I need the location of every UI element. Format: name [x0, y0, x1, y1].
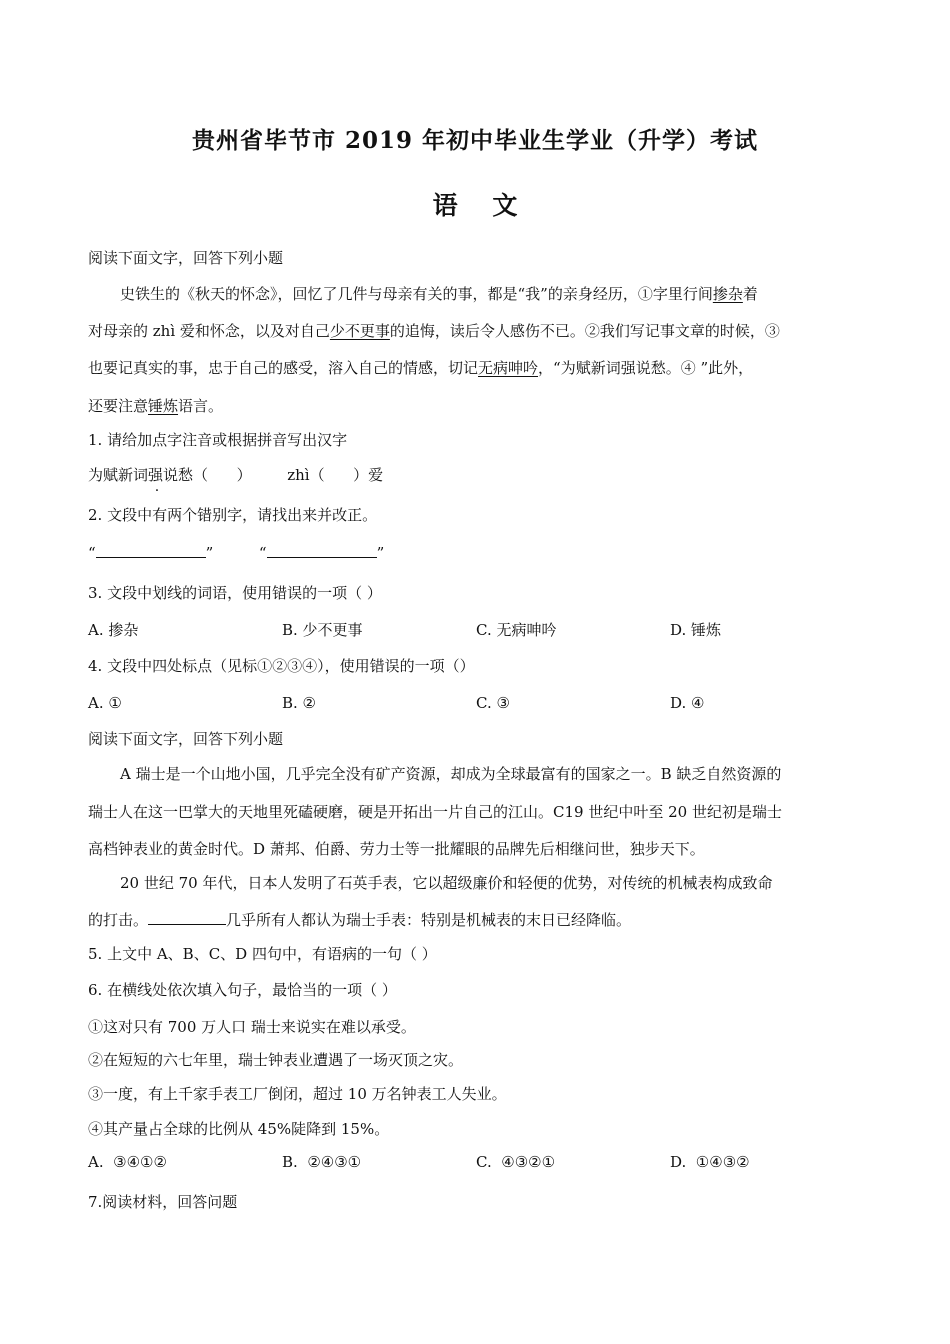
text-span: 的追悔，读后令人感伤不已。②我们写记事文章的时候，③: [389, 322, 780, 340]
question-6-item-1: ①这对只有 700 万人口 瑞士来说实在难以承受。: [88, 1018, 416, 1036]
underlined-word-3: 无病呻吟: [478, 359, 539, 377]
exam-title: 贵州省毕节市 2019 年初中毕业生学业（升学）考试: [191, 127, 759, 154]
question-6-item-2: ②在短短的六七年里，瑞士钟表业遭遇了一场灭顶之灾。: [88, 1051, 464, 1069]
section2-paragraph-line4: 20 世纪 70 年代，日本人发明了石英手表，它以超级廉价和轻便的优势，对传统的机械表构成致命: [120, 874, 773, 892]
answer-blank-2[interactable]: [267, 543, 377, 558]
answer-blank-1[interactable]: [96, 543, 206, 558]
question-6-option-d[interactable]: D. ①④③②: [670, 1153, 750, 1171]
text-span: zhì（ ）爱: [287, 466, 384, 484]
question-6-option-c[interactable]: C. ④③②①: [476, 1153, 556, 1171]
question-1-stem: 1. 请给加点字注音或根据拼音写出汉字: [88, 431, 348, 449]
text-span: 几乎所有人都认为瑞士手表：特别是机械表的末日已经降临。: [226, 911, 632, 929]
question-7-stem: 7.阅读材料，回答问题: [88, 1193, 238, 1211]
question-6-option-a[interactable]: A. ③④①②: [88, 1153, 167, 1171]
text-span: 说愁（ ）: [163, 466, 252, 484]
question-3-option-c[interactable]: C. 无病呻吟: [476, 621, 557, 639]
open-quote: “: [88, 544, 96, 562]
question-6-stem: 6. 在横线处依次填入句子，最恰当的一项（ ）: [88, 981, 397, 999]
question-4-stem: 4. 文段中四处标点（见标①②③④），使用错误的一项（）: [88, 657, 475, 675]
question-6-item-3: ③一度，有上千家手表工厂倒闭，超过 10 万名钟表工人失业。: [88, 1085, 507, 1103]
question-3-option-b[interactable]: B. 少不更事: [282, 621, 363, 639]
text-span: 为赋新词: [88, 466, 149, 484]
text-span: 语言。: [178, 397, 224, 415]
section2-paragraph-line3: 高档钟表业的黄金时代。D 萧邦、伯爵、劳力士等一批耀眼的品牌先后相继问世，独步天下。: [88, 840, 705, 858]
section2-intro: 阅读下面文字，回答下列小题: [88, 730, 284, 748]
question-5-stem: 5. 上文中 A、B、C、D 四句中，有语病的一句（ ）: [88, 945, 437, 963]
question-4-option-c[interactable]: C. ③: [476, 694, 510, 712]
text-span: 史铁生的《秋天的怀念》，回忆了几件与母亲有关的事，都是“我”的亲身经历，①字里行间: [120, 285, 713, 303]
text-span: 着: [742, 285, 758, 303]
close-quote: ”: [376, 544, 385, 562]
text-span: 也要记真实的事，忠于自己的感受，溶入自己的情感，切记: [88, 359, 479, 377]
dotted-character: 强: [148, 466, 164, 484]
question-3-option-d[interactable]: D. 锤炼: [670, 621, 722, 639]
question-2-answer-line: [88, 543, 384, 563]
section1-paragraph-line4: [88, 396, 223, 416]
text-span: 对母亲的 zhì 爱和怀念，以及对自己: [88, 322, 330, 340]
question-1-line: [88, 465, 383, 485]
section2-paragraph-line2: 瑞士人在这一巴掌大的天地里死磕硬磨，硬是开拓出一片自己的江山。C19 世纪中叶至 20 世纪初是瑞士: [88, 803, 782, 821]
section1-paragraph-line3: [88, 358, 753, 378]
section1-intro: 阅读下面文字，回答下列小题: [88, 249, 284, 267]
text-span: 的打击。: [88, 911, 149, 929]
section2-paragraph-line1: A 瑞士是一个山地小国，几乎完全没有矿产资源，却成为全球最富有的国家之一。B 缺乏自然资源的: [120, 765, 782, 783]
question-4-option-a[interactable]: A. ①: [88, 694, 122, 712]
underlined-word-2: 少不更事: [329, 322, 390, 340]
question-6-item-4: ④其产量占全球的比例从 45%陡降到 15%。: [88, 1120, 390, 1138]
question-2-stem: 2. 文段中有两个错别字，请找出来并改正。: [88, 506, 378, 524]
underlined-word-1: 掺杂: [712, 285, 743, 303]
text-span: ，“为赋新词强说愁。④ ”此外，: [538, 359, 754, 377]
question-4-option-d[interactable]: D. ④: [670, 694, 705, 712]
question-6-option-b[interactable]: B. ②④③①: [282, 1153, 362, 1171]
fill-blank[interactable]: [148, 910, 226, 925]
subject-title: 语 文: [432, 191, 518, 220]
question-4-option-b[interactable]: B. ②: [282, 694, 317, 712]
close-quote: ”: [205, 544, 214, 562]
text-span: 还要注意: [88, 397, 149, 415]
question-3-option-a[interactable]: A. 掺杂: [88, 621, 139, 639]
section1-paragraph-line2: [88, 321, 780, 341]
question-3-stem: 3. 文段中划线的词语，使用错误的一项（ ）: [88, 584, 382, 602]
section2-paragraph-line5: [88, 910, 631, 930]
open-quote: “: [258, 544, 267, 562]
section1-paragraph-line1: [120, 284, 758, 304]
underlined-word-4: 锤炼: [148, 397, 179, 415]
